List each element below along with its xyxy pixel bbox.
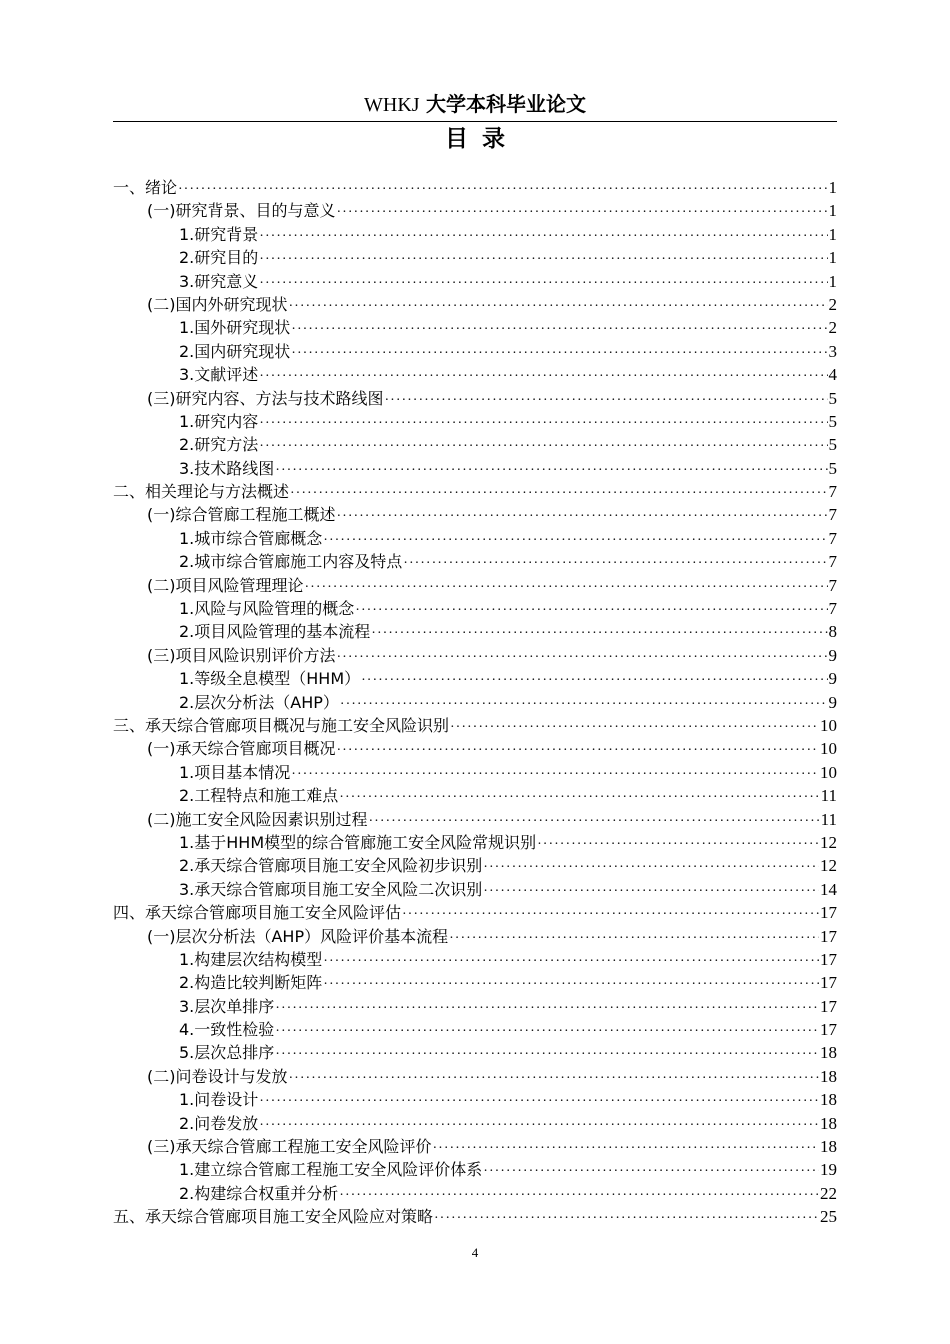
toc-entry[interactable] [113,644,837,667]
toc-leader-dots [323,529,827,552]
toc-entry-page: 18 [820,1066,837,1086]
toc-leader-dots [259,225,827,248]
toc-entry-title: 1.研究背景 [179,224,259,244]
toc-entry[interactable] [113,1088,837,1111]
toc-leader-dots [450,716,819,739]
running-header [113,90,837,119]
toc-entry-page: 10 [820,762,837,782]
toc-entry-title: 1.等级全息模型（HHM） [179,669,361,689]
toc-entry-page: 2 [828,294,837,314]
toc-entry-title: 3.承天综合管廊项目施工安全风险二次识别 [179,879,483,899]
toc-entry-page: 1 [828,201,837,221]
toc-entry-page: 5 [828,435,837,455]
toc-entry[interactable] [113,480,837,503]
toc-entry[interactable] [113,1112,837,1135]
toc-leader-dots [178,178,827,201]
toc-entry-page: 4 [828,365,837,385]
page-number: 4 [471,1245,479,1260]
toc-entry-title: (二)施工安全风险因素识别过程 [147,809,368,829]
toc-entry[interactable] [113,199,837,222]
toc-entry-page: 17 [820,903,837,923]
toc-entry[interactable] [113,270,837,293]
toc-leader-dots [537,833,819,856]
toc-leader-dots [433,1137,820,1160]
toc-entry-title: 2.国内研究现状 [179,341,291,361]
toc-entry-title: 1.国外研究现状 [179,318,291,338]
toc-entry-title: (一)承天综合管廊项目概况 [147,739,336,759]
toc-entry[interactable] [113,1065,837,1088]
toc-entry[interactable] [113,761,837,784]
toc-entry[interactable] [113,714,837,737]
toc-entry-title: (一)研究背景、目的与意义 [147,201,336,221]
toc-entry-page: 9 [828,692,837,712]
toc-title: 目录 [445,126,519,152]
toc-entry-title: 1.建立综合管廊工程施工安全风险评价体系 [179,1160,483,1180]
toc-entry-title: 2.研究目的 [179,248,259,268]
toc-entry-page: 5 [828,411,837,431]
toc-entry-title: 2.项目风险管理的基本流程 [179,622,371,642]
toc-entry-page: 2 [828,318,837,338]
toc-leader-dots [259,272,827,295]
toc-entry-title: 1.项目基本情况 [179,762,291,782]
header-title: 大学本科毕业论文 [425,92,586,116]
toc-leader-dots [371,622,827,645]
toc-entry-page: 17 [820,1020,837,1040]
toc-entry-page: 17 [820,996,837,1016]
toc-entry[interactable] [113,1135,837,1158]
toc-entry[interactable] [113,995,837,1018]
toc-entry-title: (二)国内外研究现状 [147,294,288,314]
toc-entry-title: (三)承天综合管廊工程施工安全风险评价 [147,1137,432,1157]
toc-leader-dots [449,927,819,950]
toc-entry[interactable] [113,550,837,573]
toc-leader-dots [323,973,819,996]
toc-leader-dots [259,435,827,458]
toc-entry[interactable] [113,316,837,339]
toc-entry-page: 18 [820,1090,837,1110]
toc-entry-title: 3.研究意义 [179,271,259,291]
toc-entry[interactable] [113,574,837,597]
toc-entry-page: 7 [828,575,837,595]
toc-entry-page: 12 [820,856,837,876]
toc-entry[interactable] [113,971,837,994]
toc-leader-dots [339,786,819,809]
toc-entry-title: (三)项目风险识别评价方法 [147,645,336,665]
toc-entry[interactable] [113,948,837,971]
toc-entry-page: 8 [828,622,837,642]
toc-leader-dots [289,295,828,318]
toc-entry[interactable] [113,176,837,199]
toc-entry[interactable] [113,620,837,643]
toc-entry-page: 17 [820,973,837,993]
toc-leader-dots [337,505,828,528]
toc-entry[interactable] [113,340,837,363]
toc-entry[interactable] [113,878,837,901]
toc-leader-dots [337,739,820,762]
toc-entry-page: 7 [828,505,837,525]
toc-leader-dots [259,365,827,388]
toc-entry[interactable] [113,1182,837,1205]
header-latin: WHKJ [364,94,420,116]
toc-entry-page: 5 [828,458,837,478]
toc-entry-title: 2.问卷发放 [179,1113,259,1133]
toc-entry-page: 25 [820,1207,837,1227]
toc-entry-page: 3 [828,341,837,361]
toc-leader-dots [337,201,828,224]
toc-entry-page: 7 [828,482,837,502]
toc-entry-title: 1.问卷设计 [179,1090,259,1110]
toc-leader-dots [402,903,819,926]
toc-entry[interactable] [113,433,837,456]
toc-leader-dots [403,552,827,575]
toc-entry[interactable] [113,831,837,854]
toc-entry-title: 2.构造比较判断矩阵 [179,973,323,993]
toc-leader-dots [259,248,827,271]
toc-entry-page: 18 [820,1043,837,1063]
toc-entry[interactable] [113,784,837,807]
toc-entry[interactable] [113,691,837,714]
toc-leader-dots [337,646,828,669]
toc-leader-dots [355,599,827,622]
toc-entry-title: 1.构建层次结构模型 [179,949,323,969]
toc-leader-dots [291,342,827,365]
toc-entry-page: 7 [828,528,837,548]
toc-entry-page: 12 [820,832,837,852]
toc-entry-page: 1 [828,248,837,268]
toc-leader-dots [291,318,827,341]
toc-entry[interactable] [113,246,837,269]
toc-leader-dots [289,1067,820,1090]
toc-entry[interactable] [113,854,837,877]
toc-entry-title: 五、承天综合管廊项目施工安全风险应对策略 [113,1207,434,1227]
toc-entry[interactable] [113,1018,837,1041]
toc-entry[interactable] [113,737,837,760]
toc-entry-title: 3.层次单排序 [179,996,275,1016]
toc-entry-title: (一)层次分析法（AHP）风险评价基本流程 [147,926,449,946]
toc-entry[interactable] [113,363,837,386]
toc-entry[interactable] [113,293,837,316]
toc-entry-page: 10 [820,739,837,759]
toc-entry[interactable] [113,1205,837,1228]
toc-entry-page: 18 [820,1113,837,1133]
toc-entry-title: 2.工程特点和施工难点 [179,786,339,806]
toc-leader-dots [483,1160,819,1183]
toc-entry-page: 11 [820,809,837,829]
toc-leader-dots [305,576,828,599]
toc-entry-page: 7 [828,599,837,619]
toc-entry[interactable] [113,1041,837,1064]
toc-entry-title: 2.城市综合管廊施工内容及特点 [179,552,403,572]
toc-entry-title: 1.研究内容 [179,411,259,431]
toc-leader-dots [369,810,820,833]
toc-entry-title: 二、相关理论与方法概述 [113,482,290,502]
toc-entry[interactable] [113,808,837,831]
toc-leader-dots [291,763,819,786]
toc-entry-page: 22 [820,1183,837,1203]
toc-leader-dots [259,1090,819,1113]
toc-entry-page: 19 [820,1160,837,1180]
toc-entry[interactable] [113,925,837,948]
toc-entry-title: 1.风险与风险管理的概念 [179,599,355,619]
toc-leader-dots [259,1114,819,1137]
toc-entry-title: 四、承天综合管廊项目施工安全风险评估 [113,903,402,923]
toc-entry-title: (二)问卷设计与发放 [147,1066,288,1086]
toc-entry-page: 17 [820,949,837,969]
toc-leader-dots [259,412,827,435]
toc-entry[interactable] [113,597,837,620]
toc-entry-page: 7 [828,552,837,572]
toc-entry-page: 10 [820,715,837,735]
toc-entry-title: 2.构建综合权重并分析 [179,1183,339,1203]
toc-entry-title: 2.承天综合管廊项目施工安全风险初步识别 [179,856,483,876]
toc-entry-title: 三、承天综合管廊项目概况与施工安全风险识别 [113,715,450,735]
toc-entry-title: 3.技术路线图 [179,458,275,478]
toc-entry-title: (三)研究内容、方法与技术路线图 [147,388,384,408]
toc-entry[interactable] [113,457,837,480]
toc-leader-dots [434,1207,819,1230]
toc-entry[interactable] [113,527,837,550]
toc-entry-title: 4.一致性检验 [179,1020,275,1040]
toc-entry-title: 2.研究方法 [179,435,259,455]
toc-entry-title: 2.层次分析法（AHP） [179,692,339,712]
toc-entry-title: 1.城市综合管廊概念 [179,528,323,548]
toc-entry-page: 17 [820,926,837,946]
toc-leader-dots [323,950,819,973]
toc-entry-page: 11 [820,786,837,806]
toc-entry-page: 1 [828,178,837,197]
toc-leader-dots [483,880,819,903]
toc-entry[interactable] [113,901,837,924]
header-rule [113,121,837,122]
toc-entry[interactable] [113,223,837,246]
toc-entry-title: 一、绪论 [113,178,178,197]
toc-entry-title: (二)项目风险管理理论 [147,575,304,595]
toc-entry[interactable] [113,667,837,690]
toc-leader-dots [275,1043,819,1066]
toc-leader-dots [385,389,828,412]
toc-leader-dots [339,1184,819,1207]
toc-leader-dots [340,693,828,716]
toc-leader-dots [483,856,819,879]
toc-entry-title: 1.基于HHM模型的综合管廊施工安全风险常规识别 [179,832,537,852]
toc-entry[interactable] [113,410,837,433]
toc-entry-page: 18 [820,1137,837,1157]
toc-leader-dots [275,459,827,482]
toc-entry[interactable] [113,503,837,526]
toc-entry-title: (一)综合管廊工程施工概述 [147,505,336,525]
toc-entry-title: 5.层次总排序 [179,1043,275,1063]
toc-entry[interactable] [113,1158,837,1181]
toc-entry-page: 9 [828,645,837,665]
toc-entry-page: 5 [828,388,837,408]
toc-entry-page: 1 [828,224,837,244]
toc-leader-dots [290,482,827,505]
toc-leader-dots [275,1020,819,1043]
toc-entry-page: 14 [820,879,837,899]
toc-entry-page: 9 [828,669,837,689]
toc-entry-page: 1 [828,271,837,291]
toc-leader-dots [275,997,819,1020]
toc-entry-title: 3.文献评述 [179,365,259,385]
table-of-contents [113,176,837,1229]
toc-entry[interactable] [113,387,837,410]
toc-leader-dots [361,669,827,692]
